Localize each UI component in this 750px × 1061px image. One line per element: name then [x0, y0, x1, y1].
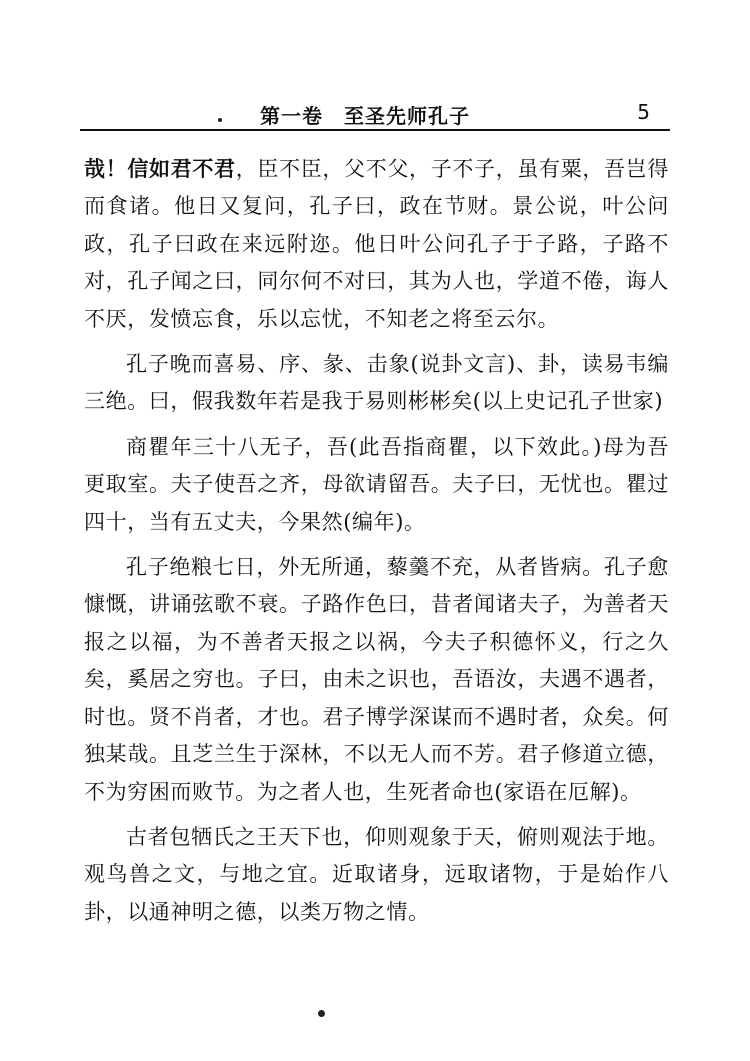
paragraph-3: 商瞿年三十八无子，吾(此吾指商瞿，以下效此。)母为吾更取室。夫子使吾之齐，母欲请留吾。夫子曰，无忧也。瞿过四十，当有五丈夫，今果然(编年)。	[84, 434, 669, 534]
paragraph-4: 孔子绝粮七日，外无所通，藜羹不充，从者皆病。孔子愈慷慨，讲诵弦歌不衰。子路作色曰，昔者闻诸夫子，为善者天报之以福，为不善者天报之以祸，今夫子积德怀义，行之久矣，奚居之穷也。子曰，由未之识也，吾语汝，夫遇不遇者，时也。贤不肖者，才也。君子博学深谋而不遇时者，众矣。何独某哉。且芝兰生于深林，不以无人而不芳。君子修道立德，不为穷困而败节。为之者人也，生死者命也(家语在厄解)。	[84, 555, 669, 804]
page-body	[84, 150, 669, 939]
decorative-dot	[218, 118, 222, 122]
footer-dot	[318, 1010, 325, 1017]
header-rule	[80, 129, 670, 131]
page-number: 5	[637, 100, 650, 124]
paragraph-1	[84, 150, 669, 338]
running-header	[80, 92, 670, 132]
chapter-title: 第一卷 至圣先师孔子	[260, 104, 470, 128]
paragraph-2: 孔子晚而喜易、序、彖、击象(说卦文言)、卦，读易韦编三绝。曰，假我数年若是我于易则彬彬矣(以上史记孔子世家)	[84, 352, 669, 414]
paragraph-1-lead: 哉！信如君不君	[84, 156, 236, 181]
paragraph-5: 古者包牺氏之王天下也，仰则观象于天，俯则观法于地。观鸟兽之文，与地之宜。近取诸身，远取诸物，于是始作八卦，以通神明之德，以类万物之情。	[84, 824, 669, 924]
paragraph-1-text: ，臣不臣，父不父，子不子，虽有粟，吾岂得而食诸。他日又复问，孔子曰，政在节财。景公说，叶公问政，孔子曰政在来远附迩。他日叶公问孔子于子路，子路不对，孔子闻之曰，同尔何不对曰，其为人也，学道不倦，诲人不厌，发愤忘食，乐以忘忧，不知老之将至云尔。	[84, 157, 669, 331]
